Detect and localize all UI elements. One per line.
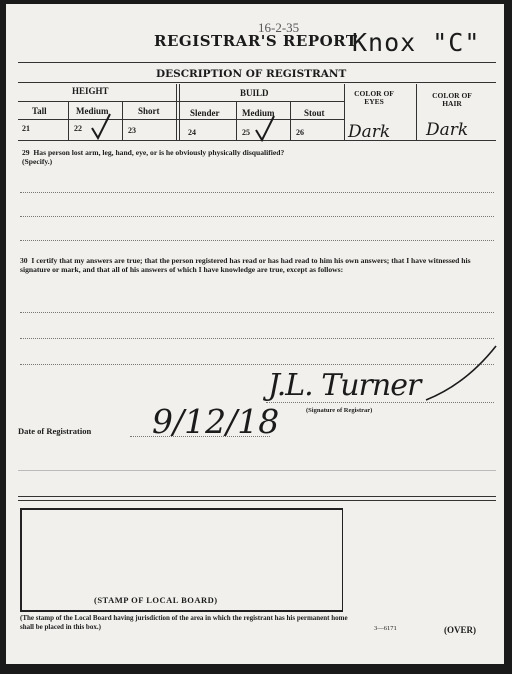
registration-card [6,4,504,664]
question-29-specify: (Specify.) [22,157,53,166]
question-29-number: 29 [22,148,30,157]
column-number-slender: 24 [188,128,196,137]
stamp-number: 16-2-35 [258,20,300,35]
column-label-short: Short [138,106,160,116]
registrar-signature: J.L. Turner [268,368,421,403]
column-label-medium-height: Medium [76,106,109,116]
column-number-medium-build: 25 [242,128,250,137]
column-label-slender: Slender [190,108,220,118]
date-of-registration-label: Date of Registration [18,426,92,436]
build-header: BUILD [240,88,269,98]
signature-caption: (Signature of Registrar) [306,407,373,414]
check-mark-medium-height [92,114,110,138]
question-30-number: 30 [20,256,28,265]
signature-flourish-icon [426,346,496,400]
stamp-footnote: (The stamp of the Local Board having jurisdiction of the area in which the registrant has his permanent home shall be placed in this box.) [20,614,348,631]
eye-color-value: Dark [348,122,391,142]
eye-color-header: COLOR OF EYES [354,89,394,106]
column-number-tall: 21 [22,124,30,133]
column-number-short: 23 [128,126,136,135]
form-title: REGISTRAR'S REPORT [154,32,358,50]
section-subtitle: DESCRIPTION OF REGISTRANT [156,68,347,80]
hair-color-header: COLOR OF HAIR [432,91,472,108]
question-29-text: Has person lost arm, leg, hand, eye, or is he obviously physically disqualified? [33,148,285,157]
hand-marks [6,4,504,664]
date-of-registration-value: 9/12/18 [152,402,280,441]
column-label-stout: Stout [304,108,325,118]
column-label-tall: Tall [32,106,47,116]
county-annotation: Knox "C" [352,28,481,57]
stamp-box-label: (STAMP OF LOCAL BOARD) [94,595,218,605]
column-number-stout: 26 [296,128,304,137]
height-header: HEIGHT [72,86,109,96]
form-number: 3—6171 [374,625,397,632]
question-30-text: I certify that my answers are true; that the person registered has read or has had read to him his own answers; that I have witnessed his signature or mark, and that all of his answers of which I have knowledge are true, except as follows: [20,256,471,274]
over-label: (OVER) [444,625,476,635]
hair-color-value: Dark [426,120,469,140]
column-label-medium-build: Medium [242,108,275,118]
check-mark-medium-build [256,116,274,140]
column-number-medium-height: 22 [74,124,82,133]
